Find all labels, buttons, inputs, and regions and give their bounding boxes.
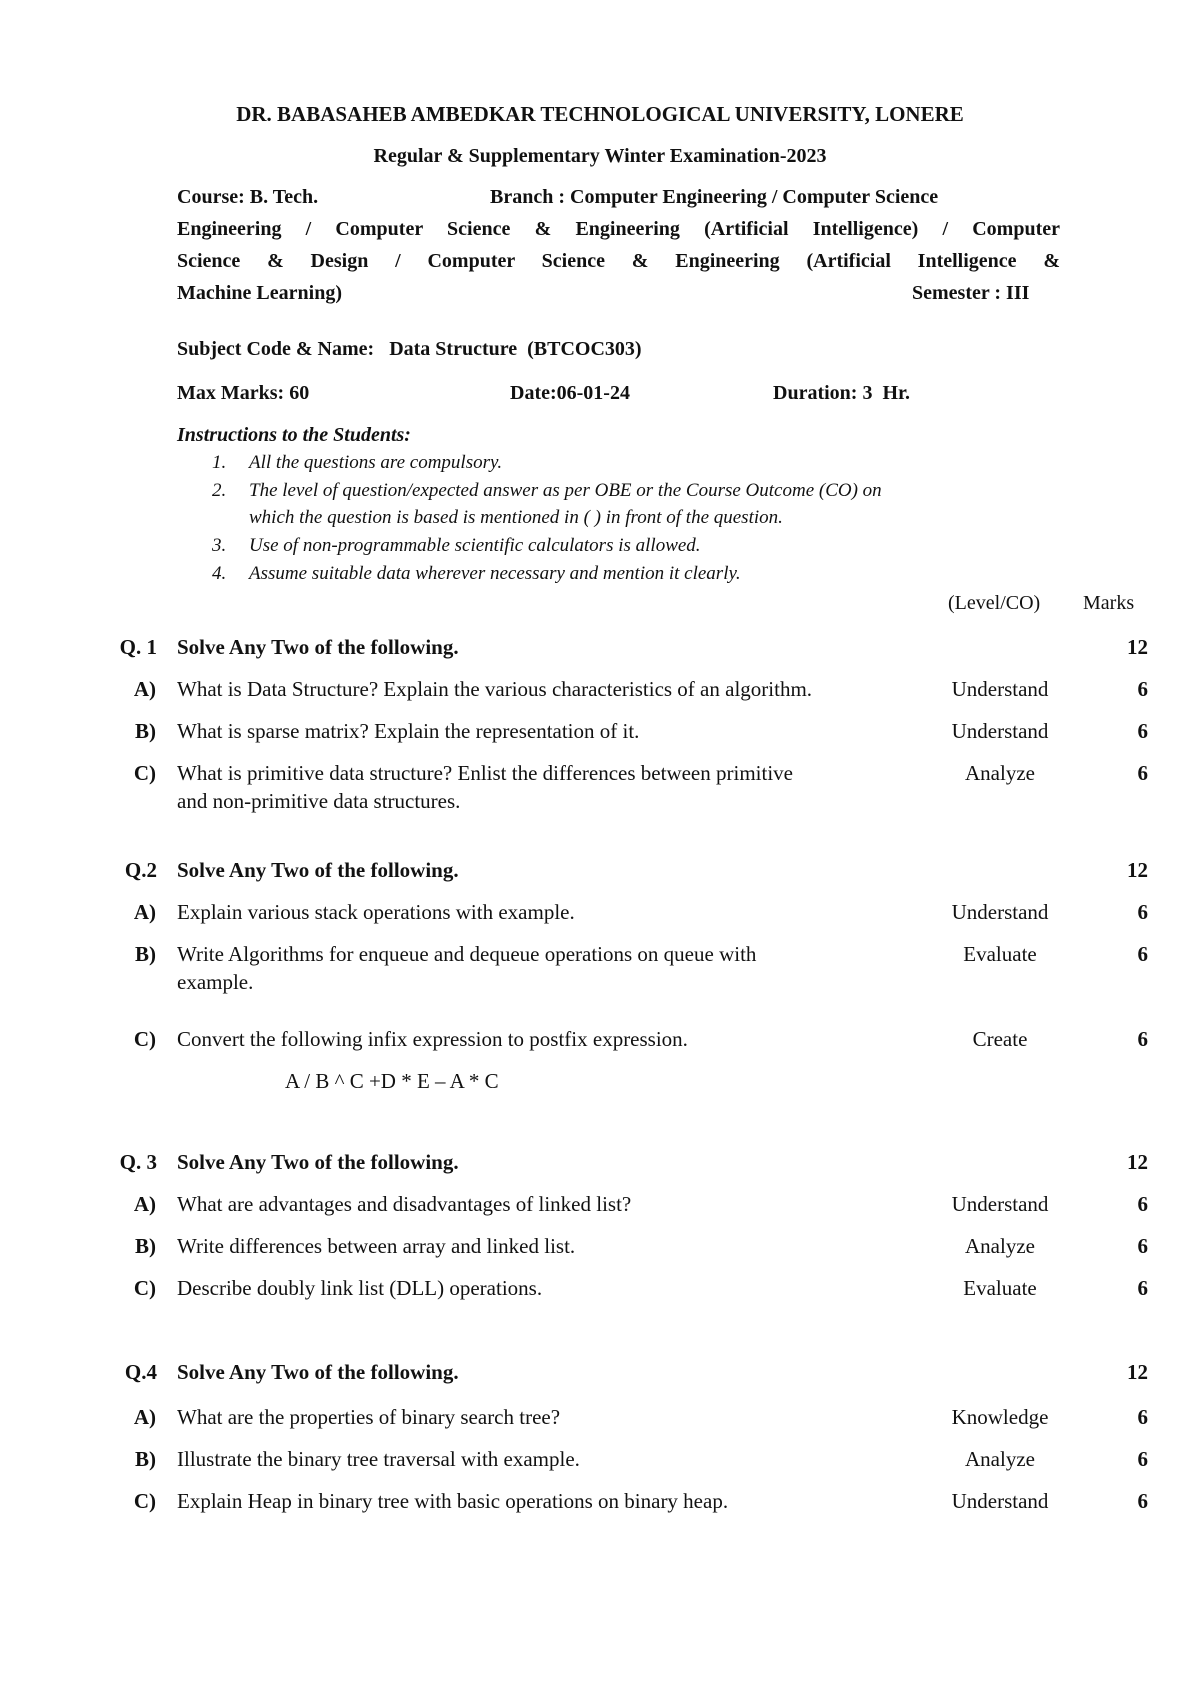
sub-question-marks: 6 [1137, 900, 1148, 924]
sub-question [0, 1447, 1200, 1475]
branch-line-2: Engineering / Computer Science & Engineering (Artificial Intelligence) / Computer [177, 218, 1060, 240]
sub-question-text: What is sparse matrix? Explain the representation of it. [177, 719, 640, 743]
sub-question [0, 677, 1200, 705]
question-number: Q.4 [124, 1360, 157, 1384]
sub-question-text: Explain various stack operations with example. [177, 900, 575, 924]
sub-question-marks: 6 [1137, 1276, 1148, 1300]
sub-question-text: Explain Heap in binary tree with basic operations on binary heap. [177, 1489, 729, 1513]
instruction-text: The level of question/expected answer as per OBE or the Course Outcome (CO) on [249, 480, 882, 501]
level-co: Evaluate [963, 942, 1037, 966]
question-marks: 12 [1127, 1150, 1148, 1174]
sub-question-letter: C) [133, 761, 156, 785]
sub-question [0, 1234, 1200, 1262]
sub-question-marks: 6 [1137, 1192, 1148, 1216]
sub-question-letter: A) [133, 1192, 156, 1216]
question-marks: 12 [1127, 1360, 1148, 1384]
branch-line-4: Machine Learning) [177, 282, 342, 304]
question-marks: 12 [1127, 635, 1148, 659]
sub-question-marks: 6 [1137, 761, 1148, 785]
sub-question-marks: 6 [1137, 1489, 1148, 1513]
sub-question-letter: A) [133, 900, 156, 924]
sub-question [0, 1405, 1200, 1433]
question-title: Solve Any Two of the following. [177, 635, 459, 659]
sub-question [0, 1192, 1200, 1220]
level-co: Understand [951, 1489, 1049, 1513]
sub-question-letter: B) [135, 942, 156, 966]
sub-question-letter: A) [133, 677, 156, 701]
sub-question-letter: B) [135, 1234, 156, 1258]
sub-question-marks: 6 [1137, 719, 1148, 743]
sub-question-letter: B) [135, 719, 156, 743]
sub-question-text: What are advantages and disadvantages of linked list? [177, 1192, 632, 1216]
level-co: Understand [951, 1192, 1049, 1216]
question-header [0, 858, 1200, 886]
sub-question-letter: B) [135, 1447, 156, 1471]
sub-question-text: Describe doubly link list (DLL) operations. [177, 1276, 543, 1300]
instruction-text: Assume suitable data wherever necessary and mention it clearly. [249, 563, 741, 584]
sub-question-text: Convert the following infix expression to postfix expression. [177, 1027, 688, 1051]
level-co: Understand [951, 719, 1049, 743]
sub-question [0, 761, 1200, 813]
question-title: Solve Any Two of the following. [177, 858, 459, 882]
instruction-number: 3. [212, 535, 227, 556]
level-co: Evaluate [963, 1276, 1037, 1300]
duration: Duration: 3 Hr. [773, 382, 911, 404]
exam-title: Regular & Supplementary Winter Examination-2023 [373, 145, 827, 167]
question-header [0, 1360, 1200, 1388]
question-title: Solve Any Two of the following. [177, 1360, 459, 1384]
sub-question-text: What is Data Structure? Explain the various characteristics of an algorithm. [177, 677, 813, 701]
level-co: Analyze [965, 1447, 1035, 1471]
question-header [0, 1150, 1200, 1178]
infix-expression: A / B ^ C +D * E – A * C [285, 1069, 499, 1093]
instructions-title: Instructions to the Students: [177, 424, 411, 446]
sub-question [0, 1489, 1200, 1517]
sub-question-text: example. [177, 970, 254, 994]
sub-question-text: and non-primitive data structures. [177, 789, 461, 813]
question-number: Q. 3 [119, 1150, 157, 1174]
max-marks: Max Marks: 60 [177, 382, 310, 404]
sub-question-marks: 6 [1137, 1027, 1148, 1051]
sub-question-text: Write Algorithms for enqueue and dequeue operations on queue with [177, 942, 757, 966]
level-co: Create [972, 1027, 1028, 1051]
sub-question-marks: 6 [1137, 942, 1148, 966]
level-co: Analyze [965, 1234, 1035, 1258]
instruction-text: All the questions are compulsory. [249, 452, 503, 473]
sub-question-text: What is primitive data structure? Enlist the differences between primitive [177, 761, 793, 785]
sub-question-marks: 6 [1137, 1405, 1148, 1429]
level-co: Understand [951, 900, 1049, 924]
sub-question [0, 1276, 1200, 1304]
branch-line-3: Science & Design / Computer Science & Engineering (Artificial Intelligence & [177, 250, 1060, 272]
level-co: Knowledge [951, 1405, 1049, 1429]
sub-question [0, 900, 1200, 928]
sub-question-letter: C) [133, 1027, 156, 1051]
course: Course: B. Tech. [177, 186, 319, 208]
sub-question-marks: 6 [1137, 1447, 1148, 1471]
level-co: Analyze [965, 761, 1035, 785]
university-title: DR. BABASAHEB AMBEDKAR TECHNOLOGICAL UNIVERSITY, LONERE [236, 102, 964, 126]
question-number: Q. 1 [119, 635, 157, 659]
semester: Semester : III [912, 282, 1030, 304]
sub-question-letter: C) [133, 1489, 156, 1513]
question-header [0, 635, 1200, 663]
question-number: Q.2 [124, 858, 157, 882]
sub-question [0, 1027, 1200, 1055]
exam-date: Date:06-01-24 [510, 382, 630, 404]
level-co: Understand [951, 677, 1049, 701]
question-marks: 12 [1127, 858, 1148, 882]
instruction-text: Use of non-programmable scientific calculators is allowed. [249, 535, 701, 556]
subject: Subject Code & Name: Data Structure (BTCOC303) [177, 338, 642, 360]
level-column-header: (Level/CO) [948, 592, 1041, 614]
branch-line-1: Branch : Computer Engineering / Computer Science [490, 186, 939, 208]
instruction-number: 1. [212, 452, 227, 473]
instruction-text: which the question is based is mentioned in ( ) in front of the question. [249, 507, 783, 528]
sub-question-text: Illustrate the binary tree traversal with example. [177, 1447, 580, 1471]
instruction-number: 4. [212, 563, 227, 584]
sub-question-letter: A) [133, 1405, 156, 1429]
sub-question-letter: C) [133, 1276, 156, 1300]
sub-question-text: What are the properties of binary search tree? [177, 1405, 561, 1429]
sub-question-marks: 6 [1137, 1234, 1148, 1258]
question-title: Solve Any Two of the following. [177, 1150, 459, 1174]
sub-question [0, 942, 1200, 994]
instruction-number: 2. [212, 480, 227, 501]
sub-question [0, 719, 1200, 747]
sub-question-marks: 6 [1137, 677, 1148, 701]
sub-question-text: Write differences between array and linked list. [177, 1234, 576, 1258]
marks-column-header: Marks [1083, 592, 1135, 614]
